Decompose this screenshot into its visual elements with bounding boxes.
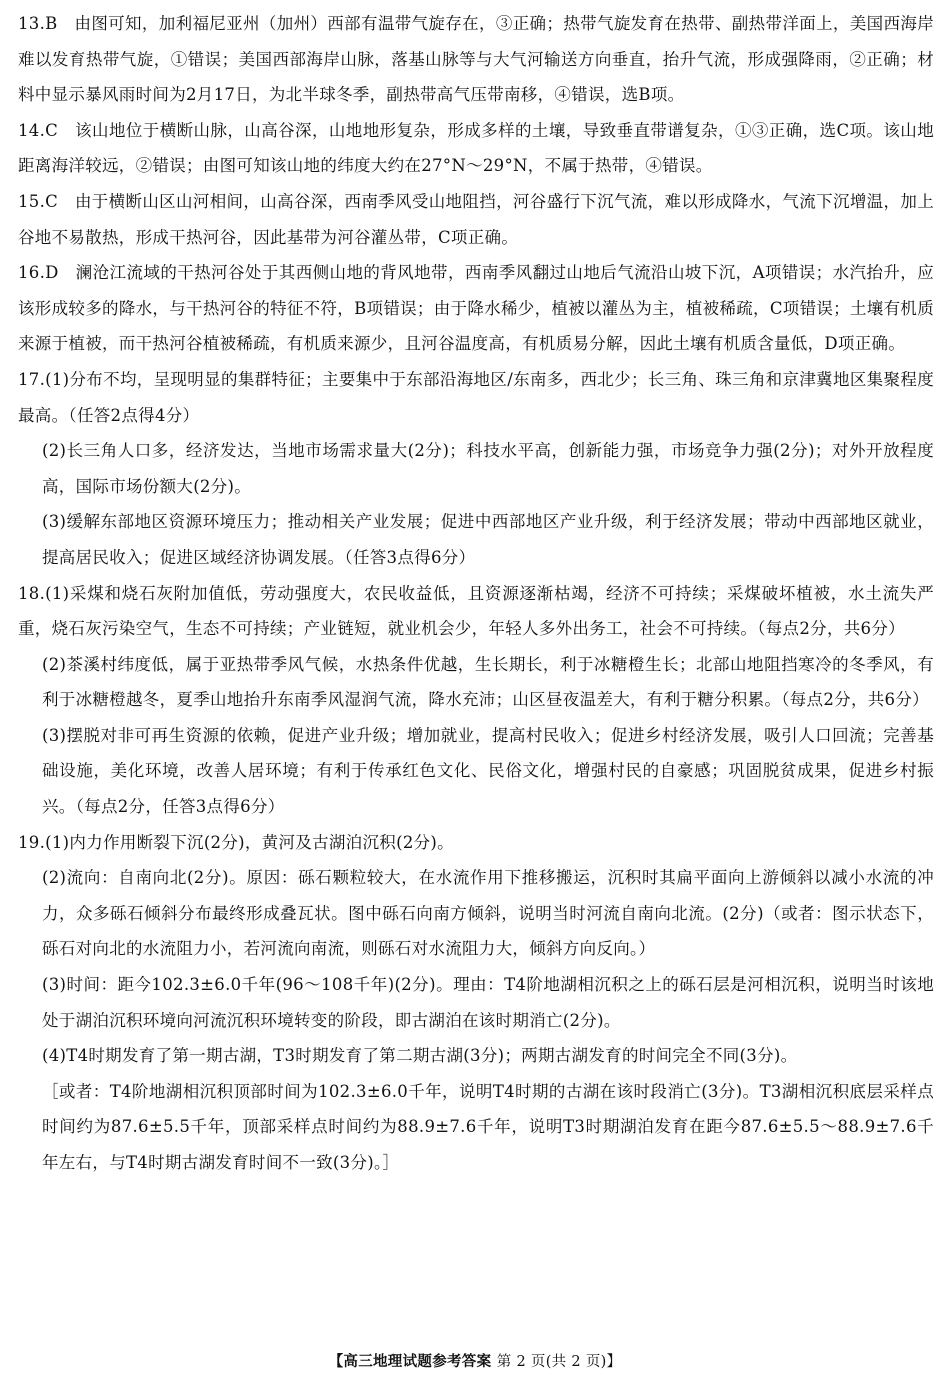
- answer-19-4: (4)T4时期发育了第一期古湖，T3时期发育了第二期古湖(3分)；两期古湖发育的时间完全不同(3分)。: [42, 1046, 798, 1066]
- answer-17-2: (2)长三角人口多，经济发达，当地市场需求量大(2分)；科技水平高，创新能力强，市场竞争力强(2分)；对外开放程度高，国际市场份额大(2分)。: [42, 441, 934, 496]
- footer-title: 【高三地理试题参考答案: [328, 1354, 492, 1370]
- answer-14: 14.C 该山地位于横断山脉，山高谷深，山地地形复杂，形成多样的土壤，导致垂直带谱复杂，①③正确，选C项。该山地距离海洋较远，②错误；由图可知该山地的纬度大约在27°N～29°N，不属于热带，④错误。: [18, 120, 934, 176]
- answer-17-3: (3)缓解东部地区资源环境压力；推动相关产业发展；促进中西部地区产业升级，利于经济发展；带动中西部地区就业，提高居民收入；促进区域经济协调发展。（任答3点得6分）: [42, 512, 934, 567]
- footer-page-number: 第 2 页(共 2 页)】: [496, 1354, 622, 1370]
- answer-16: 16.D 澜沧江流域的干热河谷处于其西侧山地的背风地带，西南季风翻过山地后气流沿山坡下沉，A项错误；水汽抬升，应该形成较多的降水，与干热河谷的特征不符，B项错误；由于降水稀少，植被以灌丛为主，植被稀疏，C项错误；土壤有机质来源于植被，而干热河谷植被稀疏，有机质来源少，且河谷温度高，有机质易分解，因此土壤有机质含量低，D项正确。: [18, 263, 934, 354]
- answer-19-5: ［或者：T4阶地湖相沉积顶部时间为102.3±6.0千年，说明T4时期的古湖在该时段消亡(3分)。T3湖相沉积底层采样点时间约为87.6±5.5千年，顶部采样点时间约为88.9±7.6千年，说明T3时期湖泊发育在距今87.6±5.5～88.9±7.6千年左右，与T4时期古湖发育时间不一致(3分)。］: [42, 1081, 934, 1172]
- answer-19-2: (2)流向：自南向北(2分)。原因：砾石颗粒较大，在水流作用下推移搬运，沉积时其扁平面向上游倾斜以减小水流的冲力，众多砾石倾斜分布最终形成叠瓦状。图中砾石向南方倾斜，说明当时河流自南向北流。(2分)（或者：图示状态下，砾石对向北的水流阻力小，若河流向南流，则砾石对水流阻力大，倾斜方向反向。）: [42, 868, 934, 959]
- answer-15: 15.C 由于横断山区山河相间，山高谷深，西南季风受山地阻挡，河谷盛行下沉气流，难以形成降水，气流下沉增温，加上谷地不易散热，形成干热河谷，因此基带为河谷灌丛带，C项正确。: [18, 191, 934, 247]
- answer-13: 13.B 由图可知，加利福尼亚州（加州）西部有温带气旋存在，③正确；热带气旋发育在热带、副热带洋面上，美国西海岸难以发育热带气旋，①错误；美国西部海岸山脉，落基山脉等与大气河输送方向垂直，抬升气流，形成强降雨，②正确；材料中显示暴风雨时间为2月17日，为北半球冬季，副热带高气压带南移，④错误，选B项。: [18, 14, 934, 105]
- answer-18-2: (2)茶溪村纬度低，属于亚热带季风气候，水热条件优越，生长期长，利于冰糖橙生长；北部山地阻挡寒冷的冬季风，有利于冰糖橙越冬，夏季山地抬升东南季风湿润气流，降水充沛；山区昼夜温差大，有利于糖分积累。（每点2分，共6分）: [42, 654, 934, 710]
- answer-19-3: (3)时间：距今102.3±6.0千年(96～108千年)(2分)。理由：T4阶地湖相沉积之上的砾石层是河相沉积，说明当时该地处于湖泊沉积环境向河流沉积环境转变的阶段，即古湖泊在该时期消亡(2分)。: [42, 975, 934, 1030]
- answer-content: [18, 6, 934, 1181]
- answer-17-1: 17.(1)分布不均，呈现明显的集群特征；主要集中于东部沿海地区/东南多，西北少；长三角、珠三角和京津冀地区集聚程度最高。（任答2点得4分）: [18, 369, 934, 425]
- answer-19-1: 19.(1)内力作用断裂下沉(2分)，黄河及古湖泊沉积(2分)。: [18, 832, 454, 852]
- answer-18-3: (3)摆脱对非可再生资源的依赖，促进产业升级；增加就业，提高村民收入；促进乡村经济发展，吸引人口回流；完善基础设施，美化环境，改善人居环境；有利于传承红色文化、民俗文化，增强村民的自豪感；巩固脱贫成果，促进乡村振兴。（每点2分，任答3点得6分）: [42, 725, 934, 817]
- page-footer: [0, 1350, 950, 1371]
- answer-18-1: 18.(1)采煤和烧石灰附加值低，劳动强度大，农民收益低，且资源逐渐枯竭，经济不可持续；采煤破坏植被，水土流失严重，烧石灰污染空气，生态不可持续；产业链短，就业机会少，年轻人多外出务工，社会不可持续。（每点2分，共6分）: [18, 583, 934, 639]
